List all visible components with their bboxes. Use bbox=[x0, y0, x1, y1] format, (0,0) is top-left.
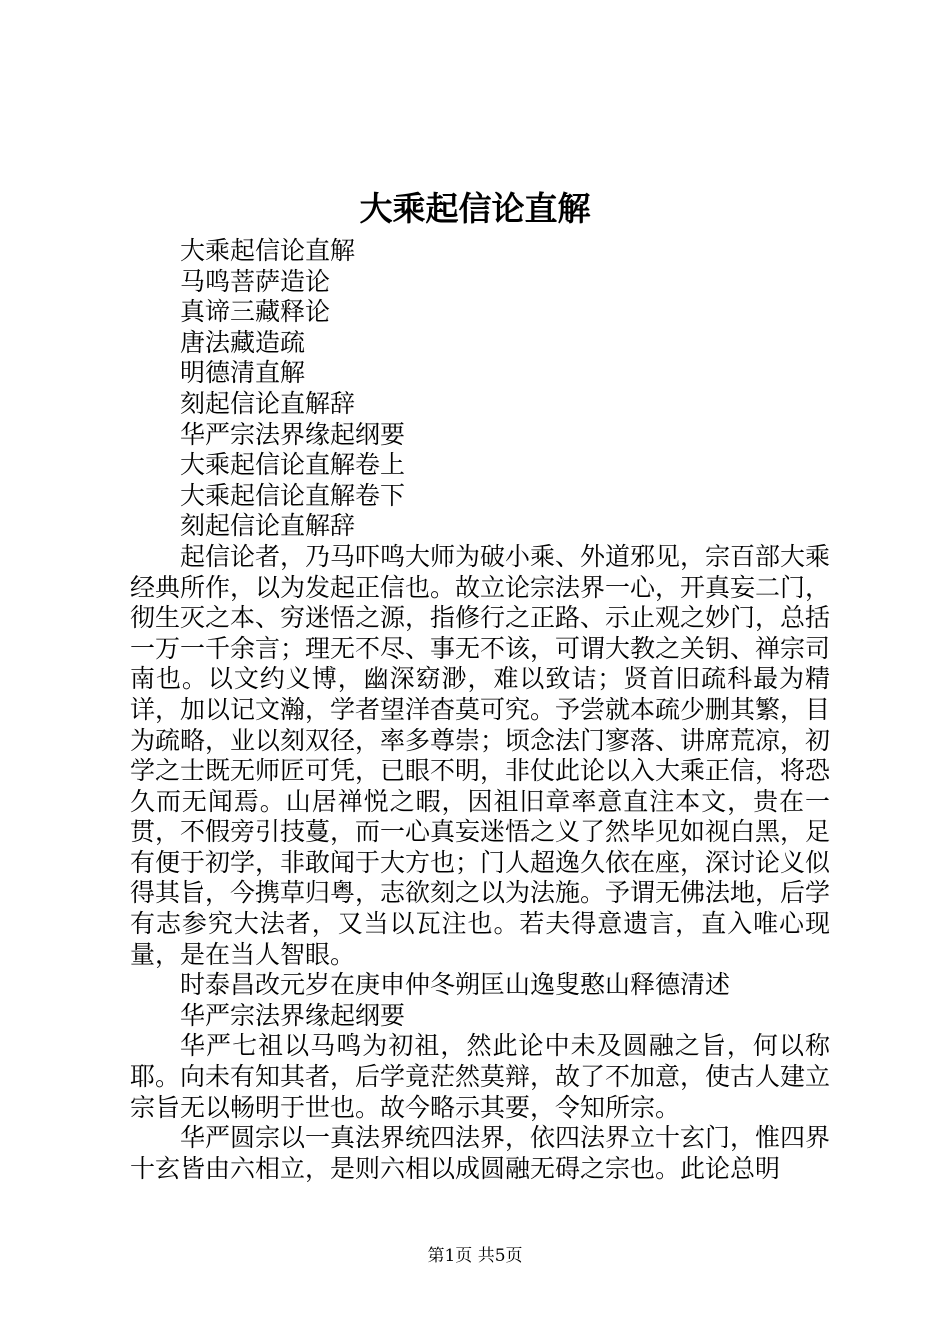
section-heading: 华严宗法界缘起纲要 bbox=[180, 1000, 406, 1030]
document-title: 大乘起信论直解 bbox=[359, 189, 591, 228]
toc-line: 马鸣菩萨造论 bbox=[180, 266, 331, 296]
toc-line: 刻起信论直解辞 bbox=[180, 388, 356, 418]
preface-paragraph: 起信论者，乃马吓鸣大师为破小乘、外道邪见，宗百部大乘经典所作，以为发起正信也。故立论宗法界一心，开真妄二门，彻生灭之本、穷迷悟之源，指修行之正路、示止观之妙门，总括一万一千余言；理无不尽、事无不该，可谓大教之关钥、禅宗司南也。以文约义博，幽深窈渺，难以致诘；贤首旧疏科最为精详，加以记文瀚，学者望洋杳莫可究。予尝就本疏少删其繁，目为疏略，业以刻双径，率多尊崇；顷念法门寥落、讲席荒凉，初学之士既无师匠可凭，已眼不明，非仗此论以入大乘正信，将恐久而无闻焉。山居禅悦之暇，因祖旧章率意直注本文，贵在一贯，不假旁引技蔓，而一心真妄迷悟之义了然毕见如视白黑，足有便于初学，非敢闻于大方也；门人超逸久依在座，深讨论义似得其旨，今携草归粤，志欲刻之以为法施。予谓无佛法地，后学有志参究大法者，又当以瓦注也。若夫得意遗言，直入唯心现量，是在当人智眼。 bbox=[130, 541, 831, 969]
toc-line: 大乘起信论直解 bbox=[180, 236, 356, 265]
document-body bbox=[130, 236, 830, 1184]
page-footer: 第1页 共5页 bbox=[427, 1246, 523, 1266]
toc-line: 刻起信论直解辞 bbox=[180, 511, 356, 541]
toc-line: 大乘起信论直解卷下 bbox=[180, 480, 406, 510]
toc-line: 华严宗法界缘起纲要 bbox=[180, 419, 406, 449]
toc-line: 大乘起信论直解卷上 bbox=[180, 450, 406, 480]
body-paragraph: 华严七祖以马鸣为初祖，然此论中未及圆融之旨，何以称耶。向未有知其者，后学竟茫然莫辩，故了不加意，使古人建立宗旨无以畅明于世也。故今略示其要，令知所宗。 bbox=[130, 1031, 831, 1122]
toc-line: 真谛三藏释论 bbox=[180, 297, 331, 327]
signature-line: 时泰昌改元岁在庚申仲冬朔匡山逸叟憨山释德清述 bbox=[180, 970, 731, 1000]
toc-line: 明德清直解 bbox=[180, 358, 306, 388]
body-paragraph: 华严圆宗以一真法界统四法界，依四法界立十玄门，惟四界十玄皆由六相立，是则六相以成圆融无碍之宗也。此论总明 bbox=[130, 1123, 831, 1183]
toc-line: 唐法藏造疏 bbox=[180, 327, 306, 357]
